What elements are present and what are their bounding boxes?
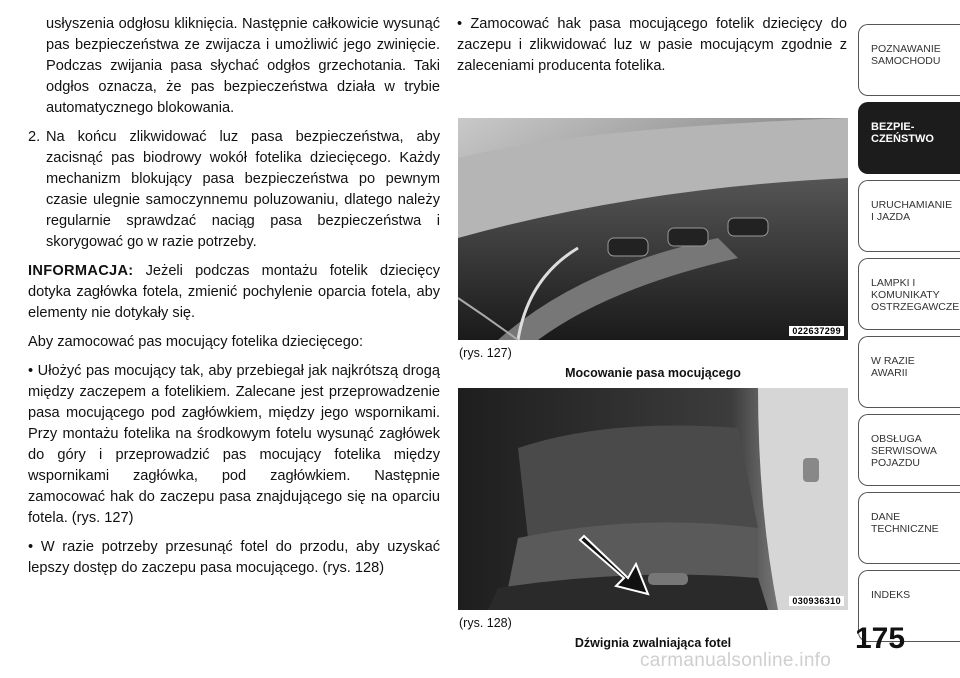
page-number: 175 (855, 622, 906, 655)
seat-release-illustration (458, 388, 848, 610)
paragraph-continuation: usłyszenia odgłosu kliknięcia. Następnie całkowicie wysunąć pas bezpieczeństwa ze zwijacza i umożliwić jego zwinięcie. Podczas zwijania pasa słychać odgłos grzechotania. Taki odgłos oznacza, że pas bezpieczeństwa działa w trybie automatycznego blokowania. (46, 16, 440, 116)
bullet-route-tether: • Ułożyć pas mocujący tak, aby przebiegał jak najkrótszą drogą między zaczepem a fotelikiem. Zalecane jest przeprowadzenie pasa mocującego pod zagłówkiem, między jego wspornikami. Przy montażu fotelika na środkowym fotelu wysunąć zagłówek do góry i przeprowadzić pas mocujący fotelika między wspornikami zagłówka, pod zagłówkiem. Następnie zamocować hak do zaczepu pasa znajdującego się na oparciu fotela. (rys. 127) (28, 363, 440, 526)
tab-label: LAMPKI I KOMUNIKATY OSTRZEGAWCZE (871, 277, 960, 313)
figure-seat-release-photo (458, 388, 848, 610)
figure-caption: Dźwignia zwalniająca fotel (574, 636, 732, 650)
tab-w-razie-awarii[interactable] (858, 336, 960, 408)
bullet-attach-hook: • Zamocować hak pasa mocującego fotelik dziecięcy do zaczepu i zlikwidować luz w pasie mocującym zgodnie z zaleceniami producenta fotelika. (457, 16, 847, 74)
tab-label: POZNAWANIE SAMOCHODU (871, 43, 941, 67)
tab-label: BEZPIE- CZEŃSTWO (871, 121, 934, 145)
left-column (28, 14, 440, 587)
bullet-move-seat: • W razie potrzeby przesunąć fotel do przodu, aby uzyskać lepszy dostęp do zaczepu pasa mocującego. (rys. 128) (28, 539, 440, 576)
tab-obsluga-serwisowa[interactable] (858, 414, 960, 486)
tab-dane-techniczne[interactable] (858, 492, 960, 564)
tab-poznawanie-samochodu[interactable] (858, 24, 960, 96)
figure-caption: Mocowanie pasa mocującego (565, 366, 741, 380)
tab-label: W RAZIE AWARII (871, 355, 915, 379)
tab-label: URUCHAMIANIE I JAZDA (871, 199, 953, 223)
info-note (28, 261, 440, 324)
tab-label: DANE TECHNICZNE (871, 511, 939, 535)
figure-code: 022637299 (789, 326, 844, 336)
tab-uruchamianie-i-jazda[interactable] (858, 180, 960, 252)
tab-lampki-i-komunikaty[interactable] (858, 258, 960, 330)
figure-label: (rys. 128) (459, 616, 512, 630)
figure-tether-anchor-photo (458, 118, 848, 340)
tab-bezpieczenstwo[interactable] (858, 102, 960, 174)
paragraph-how-to: Aby zamocować pas mocujący fotelika dziecięcego: (28, 334, 364, 350)
info-text: Jeżeli podczas montażu fotelik dziecięcy dotyka zagłówka fotela, zmienić pochylenie oparcia fotela, aby elementy nie dotykały się. (28, 263, 440, 321)
figure-code: 030936310 (789, 596, 844, 606)
info-label: INFORMACJA: (28, 263, 134, 279)
step-text: Na końcu zlikwidować luz pasa bezpieczeństwa, aby zacisnąć pas biodrowy wokół fotelika dziecięcego. Każdy mechanizm blokujący pasa bezpieczeństwa po pewnym czasie ulegnie samoczynnemu poluzowaniu, dlatego należy regularnie sprawdzać naciąg pasa bezpieczeństwa i skorygować go w razie potrzeby. (46, 129, 440, 250)
tab-label: INDEKS (871, 589, 911, 601)
figure-label: (rys. 127) (459, 346, 512, 360)
numbered-step-2 (28, 127, 440, 253)
tether-anchor-illustration (458, 118, 848, 340)
tab-label: OBSŁUGA SERWISOWA POJAZDU (871, 433, 937, 469)
watermark-text: carmanualsonline.info (640, 650, 832, 671)
step-number: 2. (28, 129, 41, 145)
right-column (457, 14, 847, 85)
